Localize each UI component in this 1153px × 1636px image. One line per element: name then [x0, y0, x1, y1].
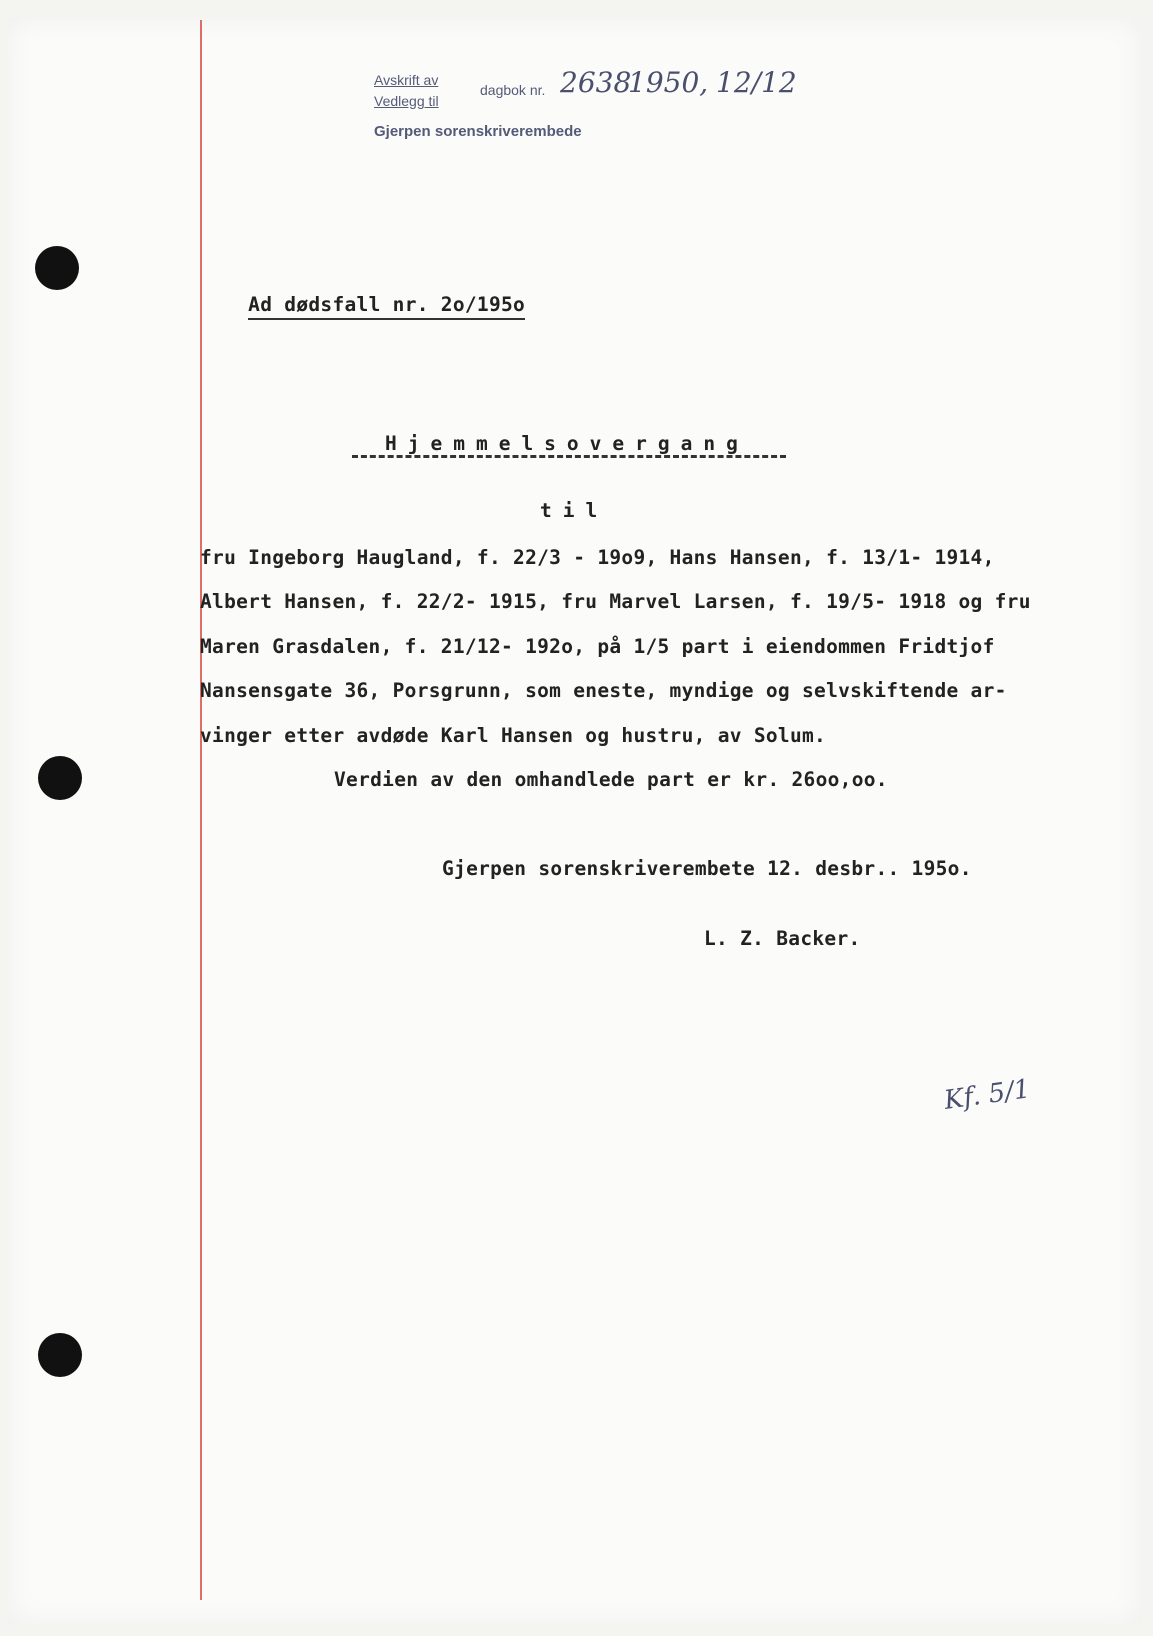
place-date-line: Gjerpen sorenskriverembete 12. desbr.. 195o. — [442, 857, 972, 880]
stamp-line-avskrift — [374, 72, 438, 88]
body-line-5: vinger etter avdøde Karl Hansen og hustru, av Solum. — [200, 724, 827, 747]
signature-line: L. Z. Backer. — [704, 927, 861, 950]
heading-dashed-rule — [352, 455, 786, 458]
value-line: Verdien av den omhandlede part er kr. 26oo,oo. — [334, 768, 888, 791]
stamp-avskrift-label: Avskrift av — [374, 72, 439, 88]
heading-subtitle: til — [540, 499, 609, 522]
handwritten-dagbok-number: 2638 — [560, 66, 632, 99]
body-line-2: Albert Hansen, f. 22/2- 1915, fru Marvel Larsen, f. 19/5- 1918 og fru — [200, 590, 1031, 613]
punch-hole — [38, 1333, 82, 1377]
stamp-office: Gjerpen sorenskriverembede — [374, 123, 582, 140]
reference-line — [200, 270, 525, 339]
handwritten-initials: Kf. 5/1 — [942, 1074, 1033, 1116]
stamp-line-vedlegg — [374, 93, 439, 109]
body-line-1: fru Ingeborg Haugland, f. 22/3 - 19o9, Hans Hansen, f. 13/1- 1914, — [200, 546, 995, 569]
punch-hole — [35, 246, 79, 290]
stamp-dagbok-text: dagbok nr. — [480, 82, 546, 98]
handwritten-year: 1950, — [628, 66, 709, 99]
margin-line — [200, 20, 202, 1600]
reference-text: Ad dødsfall nr. 2o/195o — [248, 293, 525, 320]
stamp-vedlegg-label: Vedlegg til — [374, 93, 439, 109]
paper-sheet — [8, 18, 1141, 1624]
stamp-dagbok-label — [480, 82, 545, 98]
body-line-3: Maren Grasdalen, f. 21/12- 192o, på 1/5 part i eiendommen Fridtjof — [200, 635, 995, 658]
document-heading: Hjemmelsovergang — [385, 432, 749, 455]
punch-hole — [38, 756, 82, 800]
body-line-4: Nansensgate 36, Porsgrunn, som eneste, myndige og selvskiftende ar- — [200, 679, 1007, 702]
handwritten-date: 12/12 — [716, 66, 797, 99]
